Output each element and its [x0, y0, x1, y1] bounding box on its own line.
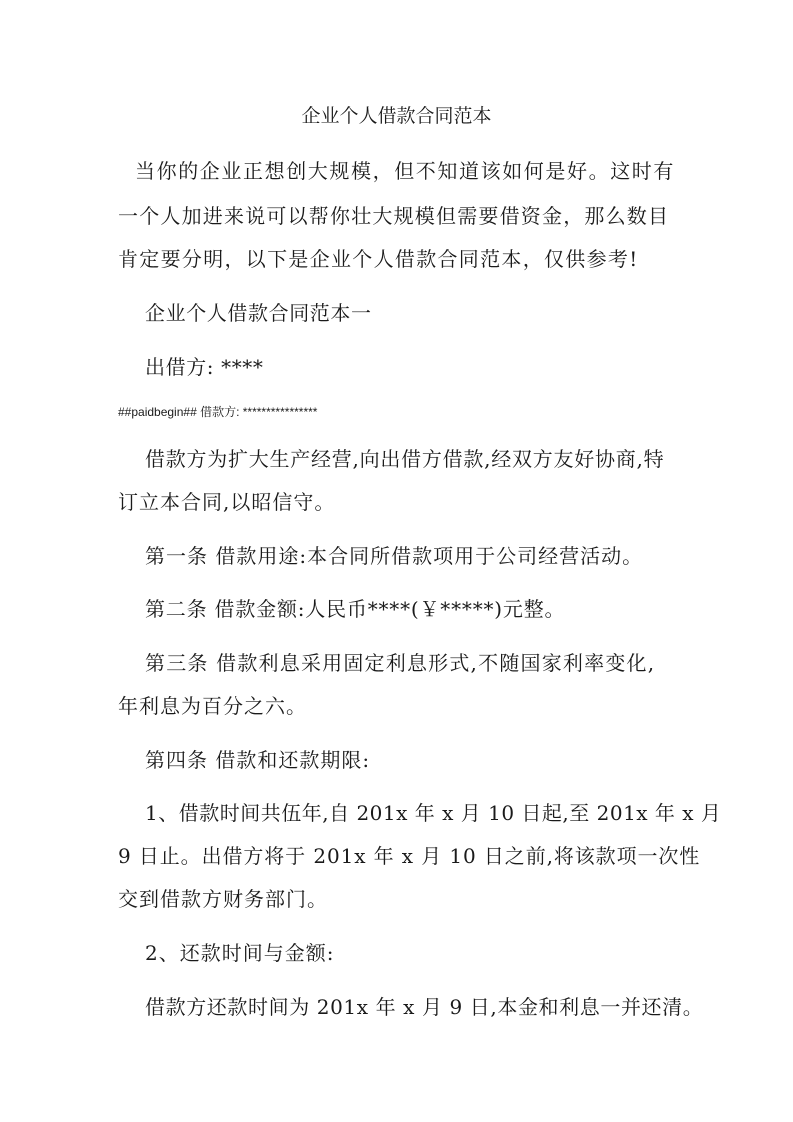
- intro-line-1: 当你的企业正想创大规模，但不知道该如何是好。这时有: [135, 159, 675, 183]
- borrower-line: ##paidbegin## 借款方: ****************: [118, 405, 318, 419]
- article-3-line-2: 年利息为百分之六。: [118, 694, 307, 718]
- article-2: 第二条 借款金额:人民币****(￥*****)元整。: [145, 597, 566, 621]
- purpose-line-2: 订立本合同,以昭信守。: [118, 490, 336, 514]
- article-3-line-1: 第三条 借款利息采用固定利息形式,不随国家利率变化,: [145, 651, 656, 675]
- article-4: 第四条 借款和还款期限:: [145, 748, 371, 772]
- intro-line-2: 一个人加进来说可以帮你壮大规模但需要借资金，那么数目: [118, 204, 670, 228]
- item-1-line-3: 交到借款方财务部门。: [118, 887, 328, 911]
- item-1-line-1: 1、借款时间共伍年,自 201x 年 x 月 10 日起,至 201x 年 x 月: [145, 801, 722, 825]
- lender-line: 出借方: ****: [145, 355, 264, 379]
- item-2: 2、还款时间与金额:: [145, 941, 335, 965]
- section-heading: 企业个人借款合同范本一: [145, 301, 372, 325]
- intro-line-3: 肯定要分明，以下是企业个人借款合同范本，仅供参考!: [118, 247, 639, 271]
- article-1: 第一条 借款用途:本合同所借款项用于公司经营活动。: [145, 544, 644, 568]
- purpose-line-1: 借款方为扩大生产经营,向出借方借款,经双方友好协商,特: [145, 447, 665, 471]
- item-1-line-2: 9 日止。出借方将于 201x 年 x 月 10 日之前,将该款项一次性: [118, 844, 701, 868]
- document-title: 企业个人借款合同范本: [301, 105, 492, 127]
- repayment-line: 借款方还款时间为 201x 年 x 月 9 日,本金和利息一并还清。: [145, 995, 704, 1019]
